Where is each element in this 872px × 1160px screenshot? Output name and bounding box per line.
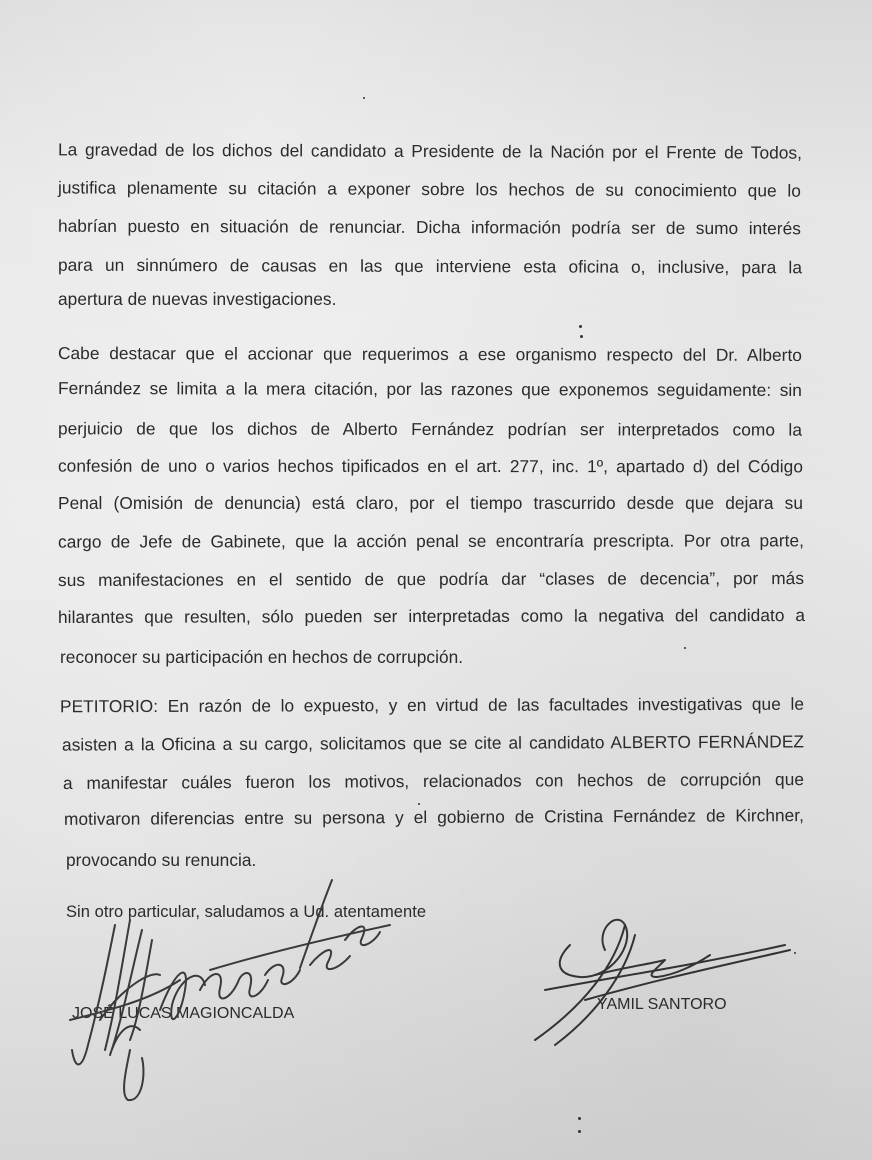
paragraph-3-line-4: motivaron diferencias entre su persona y el gobierno de Cristina Fernández de Kirchner, — [63, 805, 805, 829]
paragraph-1-line-2: justifica plenamente su citación a exponer sobre los hechos de su conocimiento que lo — [57, 177, 802, 201]
paragraph-2-line-4: confesión de uno o varios hechos tipificados en el art. 277, inc. 1º, apartado d) del Código — [57, 455, 804, 477]
paragraph-3-line-5: provocando su renuncia. — [66, 850, 257, 870]
speck-mark — [579, 325, 582, 328]
speck-mark — [580, 335, 583, 338]
speck-mark — [578, 1130, 581, 1133]
paragraph-2-line-5: Penal (Omisión de denuncia) está claro, por el tiempo trascurrido desde que dejara su — [58, 493, 803, 513]
paragraph-1-line-5: apertura de nuevas investigaciones. — [58, 289, 337, 309]
paragraph-1-line-3: habrían puesto en situación de renunciar. Dicha información podría ser de sumo interés — [57, 215, 802, 239]
speck-mark — [578, 1117, 581, 1120]
speck-mark — [794, 952, 796, 954]
paragraph-3-line-1: PETITORIO: En razón de lo expuesto, y en virtud de las facultades investigativas que le — [59, 693, 805, 717]
paragraph-2-line-3: perjuicio de que los dichos de Alberto Fernández podrían ser interpretados como la — [57, 418, 803, 440]
paragraph-2-line-7: sus manifestaciones en el sentido de que podría dar “clases de decencia”, por más — [57, 568, 805, 590]
signatory-left-name: JOSÉ LUCAS MAGIONCALDA — [72, 1005, 295, 1022]
signature-left — [60, 870, 420, 1110]
paragraph-3-line-3: a manifestar cuáles fueron los motivos, relacionados con hechos de corrupción que — [62, 769, 805, 793]
speck-mark — [418, 803, 420, 805]
paragraph-2-line-2: Fernández se limita a la mera citación, por las razones que exponemos seguidamente: sin — [57, 378, 803, 400]
signatory-right-name: YAMIL SANTORO — [597, 996, 727, 1013]
paragraph-2-line-6: cargo de Jefe de Gabinete, que la acción penal se encontraría prescripta. Por otra parte, — [57, 530, 805, 552]
paragraph-1-line-1: La gravedad de los dichos del candidato a Presidente de la Nación por el Frente de Todos, — [57, 139, 803, 163]
paragraph-2-line-9: reconocer su participación en hechos de corrupción. — [60, 647, 464, 667]
paragraph-1-line-4: para un sinnúmero de causas en las que interviene esta oficina o, inclusive, para la — [57, 254, 803, 278]
speck-mark — [363, 97, 365, 99]
signature-right — [525, 905, 805, 1055]
paragraph-2-line-1: Cabe destacar que el accionar que requerimos a ese organismo respecto del Dr. Alberto — [57, 343, 803, 365]
closing-salutation: Sin otro particular, saludamos a Ud. atentamente — [66, 903, 427, 921]
paragraph-3-line-2: asisten a la Oficina a su cargo, solicitamos que se cite al candidato ALBERTO FERNÁNDEZ — [61, 731, 805, 755]
paragraph-2-line-8: hilarantes que resulten, sólo pueden ser interpretadas como la negativa del candidato a — [57, 605, 806, 627]
speck-mark — [684, 647, 686, 649]
